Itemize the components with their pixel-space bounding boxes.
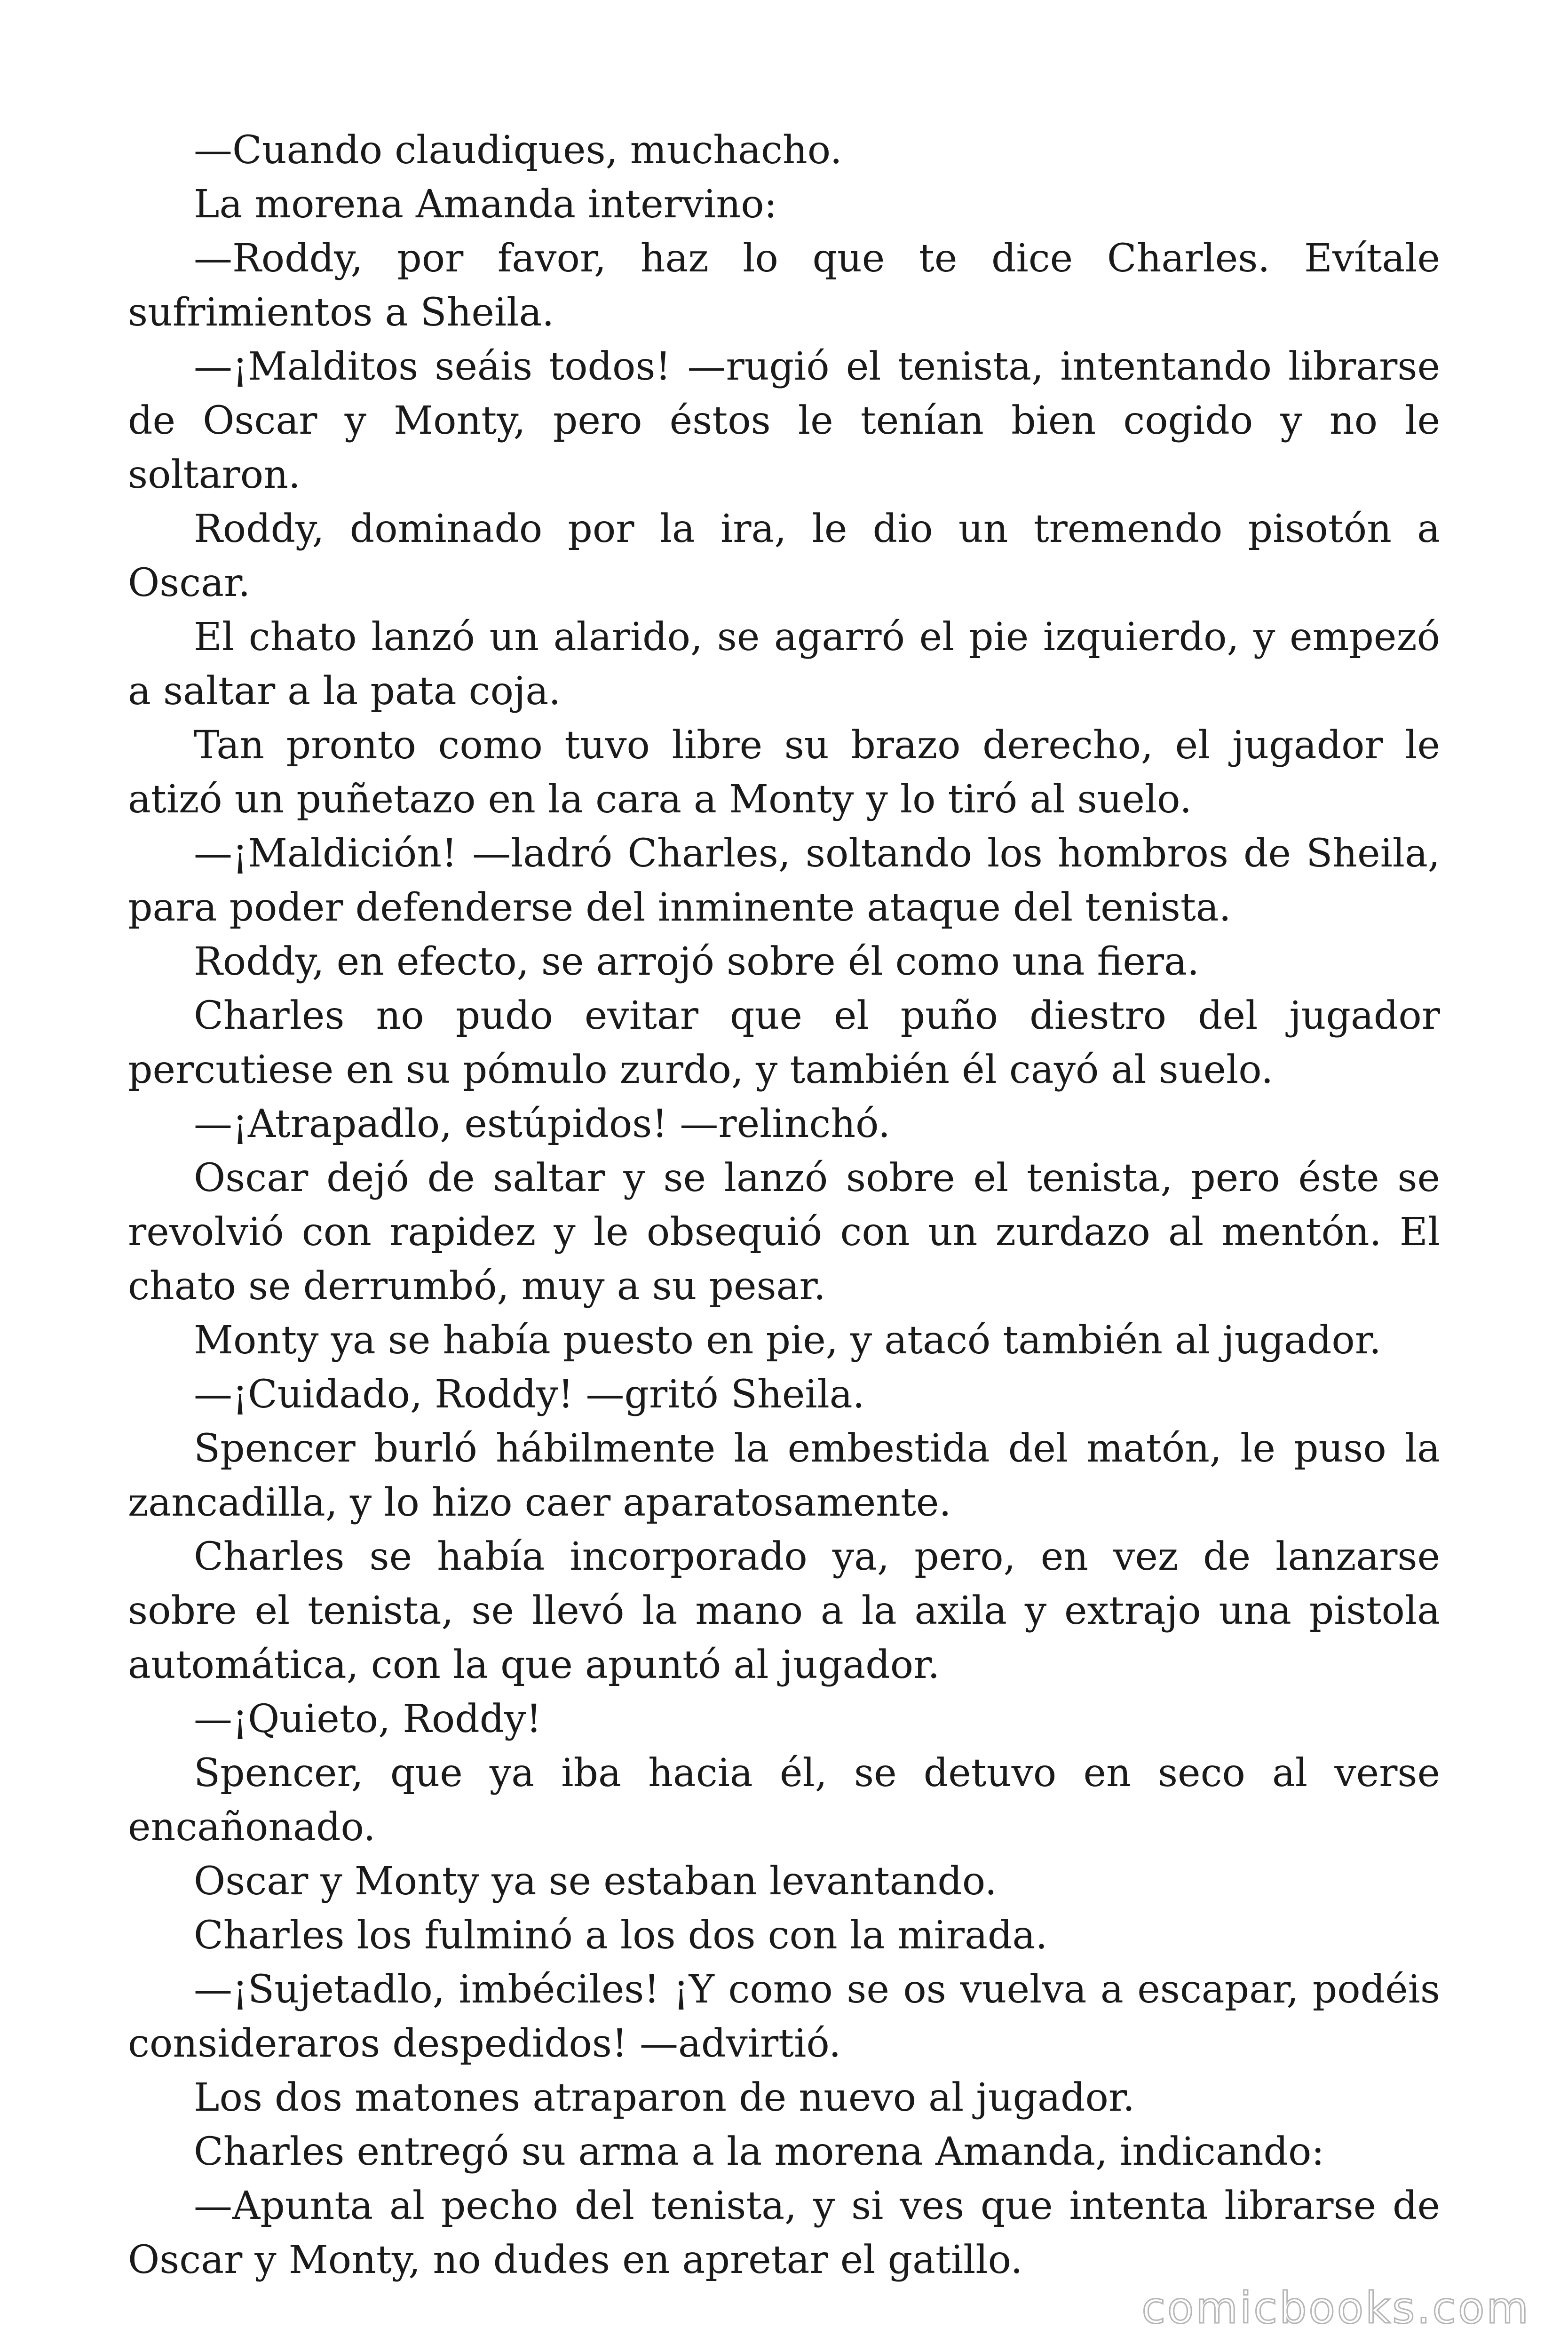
paragraph: —¡Atrapadlo, estúpidos! —relinchó. — [194, 1102, 891, 1146]
paragraph: —¡Quieto, Roddy! — [194, 1697, 542, 1741]
paragraph: —Cuando claudiques, muchacho. — [194, 128, 842, 173]
paragraph: Oscar dejó de saltar y se lanzó sobre el tenista, pero éste se revolvió con rapidez y le obsequió con un zurdazo al mentón. El chato se derrumbó, muy a su pesar. — [128, 1156, 1440, 1309]
paragraph: Oscar y Monty ya se estaban levantando. — [194, 1859, 997, 1904]
paragraph: Los dos matones atraparon de nuevo al jugador. — [194, 2075, 1135, 2120]
paragraph: El chato lanzó un alarido, se agarró el pie izquierdo, y empezó a saltar a la pata coja. — [128, 615, 1440, 714]
paragraph: Monty ya se había puesto en pie, y atacó también al jugador. — [194, 1318, 1381, 1363]
paragraph: Charles se había incorporado ya, pero, en vez de lanzarse sobre el tenista, se llevó la mano a la axila y extrajo una pistola automática, con la que apuntó al jugador. — [128, 1534, 1440, 1687]
paragraph: Charles entregó su arma a la morena Amanda, indicando: — [194, 2130, 1325, 2174]
paragraph: —Apunta al pecho del tenista, y si ves que intenta librarse de Oscar y Monty, no dudes en apretar el gatillo. — [128, 2184, 1440, 2282]
paragraph: La morena Amanda intervino: — [194, 182, 777, 227]
paragraph: Spencer, que ya iba hacia él, se detuvo en seco al verse encañonado. — [128, 1751, 1440, 1850]
paragraph: —Roddy, por favor, haz lo que te dice Charles. Evítale sufrimientos a Sheila. — [128, 236, 1440, 335]
page-body — [128, 123, 1440, 2287]
paragraph: —¡Cuidado, Roddy! —gritó Sheila. — [194, 1372, 865, 1417]
paragraph: Charles los fulminó a los dos con la mirada. — [194, 1913, 1048, 1958]
paragraph: Tan pronto como tuvo libre su brazo derecho, el jugador le atizó un puñetazo en la cara a Monty y lo tiró al suelo. — [128, 723, 1440, 822]
paragraph: Roddy, en efecto, se arrojó sobre él como una fiera. — [194, 939, 1200, 984]
paragraph: —¡Malditos seáis todos! —rugió el tenista, intentando librarse de Oscar y Monty, pero éstos le tenían bien cogido y no le soltaron. — [128, 344, 1440, 497]
paragraph: —¡Sujetadlo, imbéciles! ¡Y como se os vuelva a escapar, podéis consideraros despedidos! —advirtió. — [128, 1967, 1440, 2066]
watermark: comicbooks.com — [1141, 2283, 1530, 2333]
paragraph: Roddy, dominado por la ira, le dio un tremendo pisotón a Oscar. — [128, 507, 1440, 605]
paragraph: —¡Maldición! —ladró Charles, soltando los hombros de Sheila, para poder defenderse del inminente ataque del tenista. — [128, 831, 1440, 930]
paragraph: Charles no pudo evitar que el puño diestro del jugador percutiese en su pómulo zurdo, y también él cayó al suelo. — [128, 993, 1440, 1092]
paragraph: Spencer burló hábilmente la embestida del matón, le puso la zancadilla, y lo hizo caer aparatosamente. — [128, 1426, 1440, 1525]
